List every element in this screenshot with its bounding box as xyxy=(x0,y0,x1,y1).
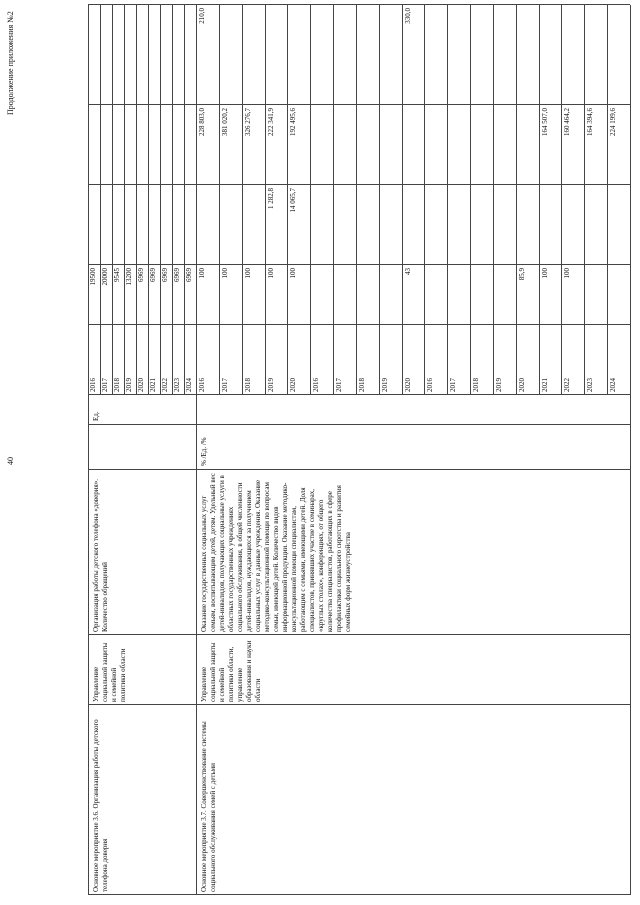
value-cell: 192 495,6 xyxy=(289,108,298,136)
value-cell: 85,9 xyxy=(517,268,526,281)
year-cell: 2023 xyxy=(173,378,181,392)
year-cell: 2016 xyxy=(198,378,206,392)
year-cell: 2023 xyxy=(586,378,595,392)
year-cell: 2021 xyxy=(149,378,157,392)
year-row-line xyxy=(333,5,334,395)
unit-3-7: % /Ед. /% xyxy=(200,437,208,466)
value-cell: 20000 xyxy=(101,268,109,286)
year-cell: 2016 xyxy=(426,378,435,392)
year-cell: 2017 xyxy=(101,378,109,392)
value-cell: 14 065,7 xyxy=(289,188,298,213)
value-cell: 160 464,2 xyxy=(563,108,572,136)
col-line xyxy=(88,634,630,635)
year-cell: 2021 xyxy=(540,378,549,392)
value-cell: 13200 xyxy=(125,268,133,286)
year-cell: 2018 xyxy=(357,378,366,392)
value-cell: 210,0 xyxy=(198,8,206,24)
year-cell: 2019 xyxy=(266,378,275,392)
year-row-line xyxy=(265,5,266,395)
value-cell: 100 xyxy=(198,268,206,279)
value-cell: 19500 xyxy=(89,268,97,286)
year-cell: 2022 xyxy=(563,378,572,392)
year-cell: 2020 xyxy=(137,378,145,392)
value-cell: 43 xyxy=(403,268,412,275)
year-row-line xyxy=(219,5,220,395)
year-row-line xyxy=(184,5,185,395)
value-cell: 381 020,2 xyxy=(220,108,229,136)
col-line xyxy=(88,424,630,425)
year-cell: 2018 xyxy=(472,378,481,392)
year-row-line xyxy=(402,5,403,395)
value-cell: 100 xyxy=(266,268,275,279)
year-cell: 2019 xyxy=(494,378,503,392)
value-cell: 326 276,7 xyxy=(243,108,252,136)
year-cell: 2018 xyxy=(113,378,121,392)
value-cell: 100 xyxy=(289,268,298,279)
year-row-line xyxy=(100,5,101,395)
executor-3-6: Управление социальной защиты и семейной политики области xyxy=(92,642,127,702)
table-bottom-border xyxy=(630,5,631,895)
col-line xyxy=(88,324,630,325)
value-cell: 100 xyxy=(220,268,229,279)
year-row-line xyxy=(160,5,161,395)
year-row-line xyxy=(242,5,243,395)
year-cell: 2017 xyxy=(220,378,229,392)
value-cell: 6969 xyxy=(149,268,157,282)
value-cell: 100 xyxy=(563,268,572,279)
year-row-line xyxy=(148,5,149,395)
year-row-line xyxy=(379,5,380,395)
year-row-line xyxy=(112,5,113,395)
year-row-line xyxy=(287,5,288,395)
value-cell: 100 xyxy=(243,268,252,279)
year-row-line xyxy=(172,5,173,395)
event-3-6: Основное мероприятие 3.6. Организация работы детского телефона доверия xyxy=(92,719,109,892)
year-row-line xyxy=(124,5,125,395)
year-cell: 2020 xyxy=(403,378,412,392)
value-cell: 100 xyxy=(540,268,549,279)
value-cell: 228 803,0 xyxy=(198,108,206,136)
value-cell: 6969 xyxy=(185,268,193,282)
year-cell: 2020 xyxy=(517,378,526,392)
value-cell: 222 341,9 xyxy=(266,108,275,136)
event-3-7: Основное мероприятие 3.7. Совершенствование системы социального обслуживания семей с детьми xyxy=(200,721,217,892)
year-cell: 2019 xyxy=(125,378,133,392)
col-line xyxy=(88,394,630,395)
year-cell: 2024 xyxy=(609,378,618,392)
row-divider xyxy=(196,5,197,895)
year-row-line xyxy=(607,5,608,395)
year-row-line xyxy=(584,5,585,395)
col-line xyxy=(88,704,630,705)
year-cell: 2017 xyxy=(449,378,458,392)
indicator-3-6: Организация работы детского телефона «доверия». Количество обращений xyxy=(92,479,109,632)
continuation-note: Продолжение приложения №2 xyxy=(6,11,15,115)
year-cell: 2020 xyxy=(289,378,298,392)
col-line xyxy=(88,894,630,895)
value-cell: 9545 xyxy=(113,268,121,282)
value-cell: 6969 xyxy=(161,268,169,282)
value-cell: 6969 xyxy=(137,268,145,282)
value-cell: 224 199,6 xyxy=(609,108,618,136)
executor-3-7: Управление социальной защиты и семейной политики области, управление образования и науки области xyxy=(200,640,262,702)
year-row-line xyxy=(136,5,137,395)
value-cell: 330,0 xyxy=(403,8,412,24)
year-row-line xyxy=(447,5,448,395)
year-cell: 2017 xyxy=(335,378,344,392)
year-cell: 2016 xyxy=(312,378,321,392)
year-cell: 2019 xyxy=(380,378,389,392)
indicator-3-7: Оказание государственных социальных услуг семьям, воспитывающим детей, детям. Удельный вес детей-инвалидов, получающих социальные услуги в областных государственных учреждениях социального обслуживания, в общей численности детей-инвалидов, нуждающихся за получением социальных услуг в данные учреждения. Оказание методико-консультационной помощи по вопросам семьи, имеющей детей. Количество видов информационной продукции. Оказание методико-консультационной помощи специалистам, работающим с семьями, имеющими детей. Доля специалистов, принявших участие в семинарах, «круглых столах», конференциях, от общего количества специалистов, работающих в сфере профилактики социального сиротства и развития семейных форм жизнеустройства xyxy=(200,472,352,632)
col-line xyxy=(88,264,630,265)
unit-3-6: Ед. xyxy=(92,411,100,421)
value-cell: 164 394,6 xyxy=(586,108,595,136)
year-cell: 2022 xyxy=(161,378,169,392)
year-row-line xyxy=(310,5,311,395)
year-row-line xyxy=(470,5,471,395)
year-row-line xyxy=(539,5,540,395)
table-top-border xyxy=(88,5,89,895)
col-line xyxy=(88,184,630,185)
year-cell: 2024 xyxy=(185,378,193,392)
col-line xyxy=(88,104,630,105)
year-row-line xyxy=(561,5,562,395)
year-cell: 2016 xyxy=(89,378,97,392)
col-line xyxy=(88,469,630,470)
year-cell: 2018 xyxy=(243,378,252,392)
year-row-line xyxy=(493,5,494,395)
value-cell: 6969 xyxy=(173,268,181,282)
year-row-line xyxy=(356,5,357,395)
value-cell: 164 507,0 xyxy=(540,108,549,136)
col-line xyxy=(88,4,630,5)
page-number: 40 xyxy=(6,457,15,465)
value-cell: 1 282,8 xyxy=(266,188,275,209)
year-row-line xyxy=(516,5,517,395)
year-row-line xyxy=(424,5,425,395)
